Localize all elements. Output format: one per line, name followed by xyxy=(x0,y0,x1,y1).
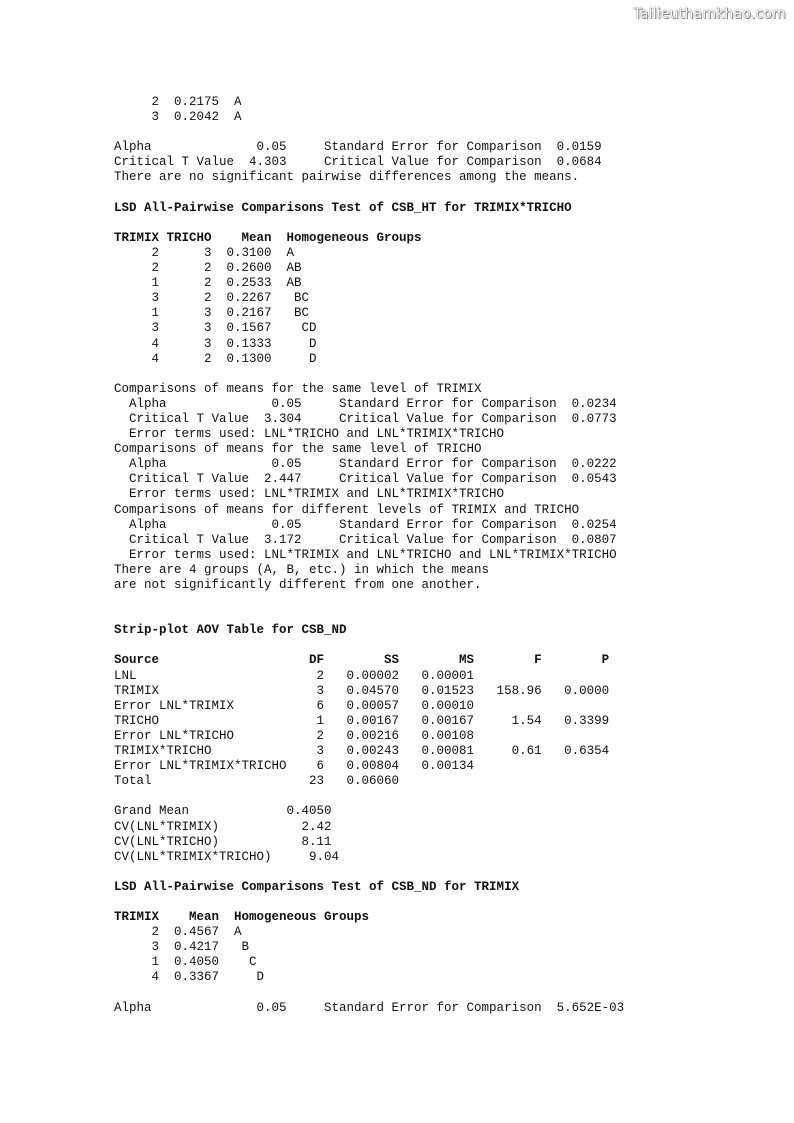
output-line: 1 2 0.2533 AB xyxy=(114,276,302,291)
output-line: Total 23 0.06060 xyxy=(114,774,400,789)
blank-line xyxy=(114,593,624,608)
output-line: Critical T Value 3.304 Critical Value for Comparison 0.0773 xyxy=(114,411,617,426)
blank-line xyxy=(114,608,624,623)
output-line: Alpha 0.05 Standard Error for Comparison 0.0159 xyxy=(114,140,602,155)
blank-line xyxy=(114,367,624,382)
output-line: TRIMIX 3 0.04570 0.01523 158.96 0.0000 xyxy=(114,683,610,698)
output-line: There are 4 groups (A, B, etc.) in which the means xyxy=(114,562,490,577)
output-line: Grand Mean 0.4050 xyxy=(114,804,332,819)
output-line: 4 0.3367 D xyxy=(114,970,265,985)
output-line: Error LNL*TRICHO 2 0.00216 0.00108 xyxy=(114,728,475,743)
output-line: CV(LNL*TRIMIX) 2.42 xyxy=(114,819,332,834)
output-line: CV(LNL*TRIMIX*TRICHO) 9.04 xyxy=(114,849,340,864)
output-line: Alpha 0.05 Standard Error for Comparison 0.0234 xyxy=(114,396,617,411)
blank-line xyxy=(114,186,624,201)
section-heading-line: Strip-plot AOV Table for CSB_ND xyxy=(114,623,347,638)
output-line: Error LNL*TRIMIX 6 0.00057 0.00010 xyxy=(114,698,475,713)
section-heading-line: TRIMIX TRICHO Mean Homogeneous Groups xyxy=(114,230,422,245)
output-line: There are no significant pairwise differences among the means. xyxy=(114,170,580,185)
blank-line xyxy=(114,865,624,880)
output-line: LNL 2 0.00002 0.00001 xyxy=(114,668,475,683)
output-line: 3 3 0.1567 CD xyxy=(114,321,317,336)
blank-line xyxy=(114,125,624,140)
output-line: are not significantly different from one another. xyxy=(114,578,482,592)
output-line: 1 3 0.2167 BC xyxy=(114,306,310,321)
section-heading-line: LSD All-Pairwise Comparisons Test of CSB_HT for TRIMIX*TRICHO xyxy=(114,200,572,215)
output-line: 3 0.4217 B xyxy=(114,940,250,955)
section-heading-line: Source DF SS MS F P xyxy=(114,653,610,668)
watermark-text: Tailieuthamkhao.com xyxy=(633,6,786,22)
output-line: 3 0.2042 A xyxy=(114,110,242,125)
output-line: Comparisons of means for different levels of TRIMIX and TRICHO xyxy=(114,502,580,517)
output-line: CV(LNL*TRICHO) 8.11 xyxy=(114,834,332,849)
output-line: Error terms used: LNL*TRIMIX and LNL*TRICHO and LNL*TRIMIX*TRICHO xyxy=(114,547,617,562)
blank-line xyxy=(114,789,624,804)
output-line: 2 0.2175 A xyxy=(114,95,242,109)
output-line: TRICHO 1 0.00167 0.00167 1.54 0.3399 xyxy=(114,713,610,728)
output-line: Error terms used: LNL*TRICHO and LNL*TRIMIX*TRICHO xyxy=(114,427,505,442)
blank-line xyxy=(114,638,624,653)
output-line: 4 3 0.1333 D xyxy=(114,336,317,351)
output-line: Comparisons of means for the same level of TRIMIX xyxy=(114,381,482,396)
output-line: TRIMIX*TRICHO 3 0.00243 0.00081 0.61 0.6354 xyxy=(114,744,610,759)
output-line: 2 2 0.2600 AB xyxy=(114,261,302,276)
blank-line xyxy=(114,216,624,231)
output-line: 1 0.4050 C xyxy=(114,955,257,970)
output-line: Error terms used: LNL*TRIMIX and LNL*TRIMIX*TRICHO xyxy=(114,487,505,502)
output-line: Critical T Value 3.172 Critical Value for Comparison 0.0807 xyxy=(114,532,617,547)
output-line: Alpha 0.05 Standard Error for Comparison 5.652E-03 xyxy=(114,1000,625,1015)
output-line: Error LNL*TRIMIX*TRICHO 6 0.00804 0.00134 xyxy=(114,759,475,774)
output-line: 3 2 0.2267 BC xyxy=(114,291,310,306)
blank-line xyxy=(114,986,624,1001)
section-heading-line: TRIMIX Mean Homogeneous Groups xyxy=(114,910,370,925)
blank-line xyxy=(114,895,624,910)
output-line: 2 3 0.3100 A xyxy=(114,245,295,260)
output-line: Alpha 0.05 Standard Error for Comparison 0.0222 xyxy=(114,457,617,472)
section-heading-line: LSD All-Pairwise Comparisons Test of CSB_ND for TRIMIX xyxy=(114,879,520,894)
output-line: Alpha 0.05 Standard Error for Comparison 0.0254 xyxy=(114,517,617,532)
output-line: 4 2 0.1300 D xyxy=(114,351,317,366)
output-line: 2 0.4567 A xyxy=(114,925,242,940)
statistix-output-text xyxy=(114,95,624,1016)
output-line: Comparisons of means for the same level of TRICHO xyxy=(114,442,482,457)
output-line: Critical T Value 4.303 Critical Value for Comparison 0.0684 xyxy=(114,155,602,170)
output-line: Critical T Value 2.447 Critical Value for Comparison 0.0543 xyxy=(114,472,617,487)
